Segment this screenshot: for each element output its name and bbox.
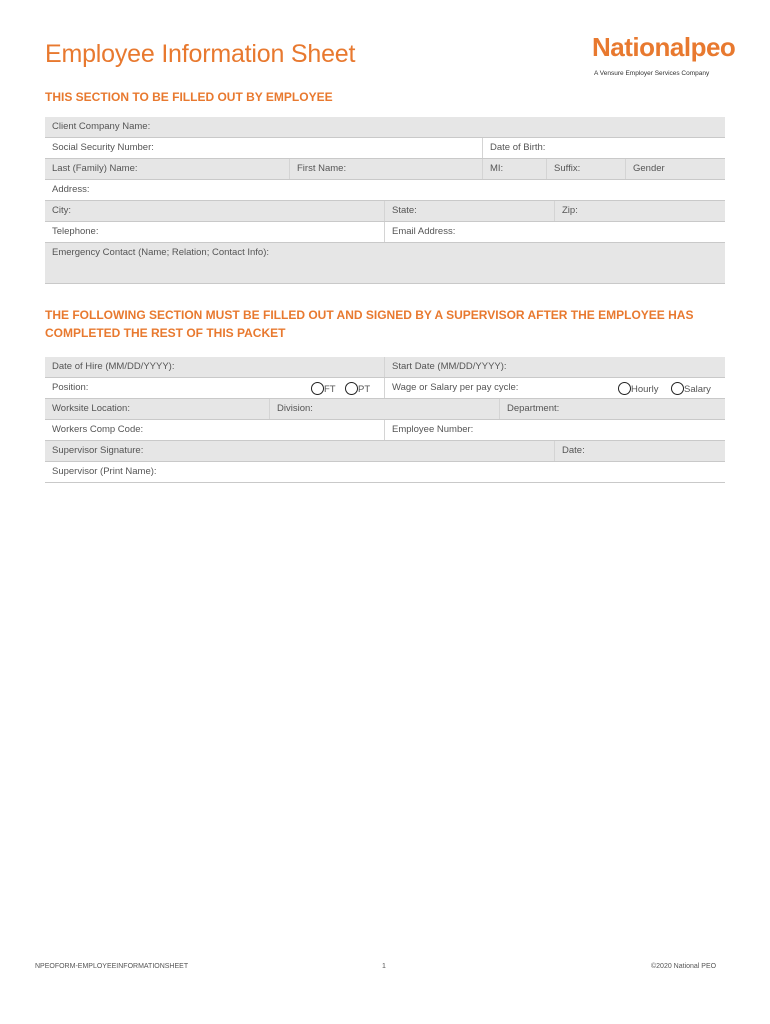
national-peo-logo [592,32,736,82]
ft-label: FT [324,384,336,395]
section2-heading-line1: THE FOLLOWING SECTION MUST BE FILLED OUT AND SIGNED BY A SUPERVISOR AFTER THE EMPLOYEE HAS [45,308,694,322]
footer-form-id: NPEOFORM-EMPLOYEEINFORMATIONSHEET [35,963,189,970]
hourly-option[interactable] [618,378,658,398]
supervisor-print-name-field[interactable]: Supervisor (Print Name): [52,466,157,477]
section2-heading [45,306,693,342]
department-field[interactable]: Department: [499,399,725,419]
start-date-field[interactable]: Start Date (MM/DD/YYYY): [384,357,725,377]
footer-copyright: ©2020 National PEO [651,963,717,970]
supervisor-signature-field[interactable]: Supervisor Signature: [52,445,144,456]
pt-option[interactable] [345,378,370,398]
form-row [45,357,725,378]
section1-heading: THIS SECTION TO BE FILLED OUT BY EMPLOYEE [45,90,333,104]
signature-date-field[interactable]: Date: [554,441,725,461]
form-row [45,462,725,483]
ft-option[interactable] [311,378,336,398]
form-row [45,243,725,284]
worksite-location-field[interactable]: Worksite Location: [52,403,130,414]
supervisor-form [45,357,725,483]
form-row [45,441,725,462]
city-field[interactable]: City: [52,205,71,216]
form-row [45,399,725,420]
emergency-contact-field[interactable]: Emergency Contact (Name; Relation; Contact Info): [52,247,270,258]
form-row [45,420,725,441]
form-row [45,180,725,201]
employee-number-field[interactable]: Employee Number: [384,420,725,440]
form-row [45,201,725,222]
date-of-hire-field[interactable]: Date of Hire (MM/DD/YYYY): [52,361,175,372]
ft-radio[interactable] [311,382,324,395]
form-row [45,159,725,180]
address-field[interactable]: Address: [52,184,90,195]
pt-radio[interactable] [345,382,358,395]
salary-label: Salary [684,384,711,395]
workers-comp-code-field[interactable]: Workers Comp Code: [52,424,144,435]
form-row [45,222,725,243]
client-company-name-field[interactable]: Client Company Name: [52,121,151,132]
logo-tagline: A Vensure Employer Services Company [594,70,710,77]
footer-page-number: 1 [382,963,386,970]
logo-wordmark [592,32,735,63]
position-field[interactable]: Position: [52,382,89,393]
dob-field[interactable]: Date of Birth: [482,138,725,158]
mi-field[interactable]: MI: [482,159,546,179]
telephone-field[interactable]: Telephone: [52,226,99,237]
hourly-label: Hourly [631,384,659,395]
zip-field[interactable]: Zip: [554,201,725,221]
salary-radio[interactable] [671,382,684,395]
first-name-field[interactable]: First Name: [289,159,482,179]
logo-word-peo: peo [690,32,736,62]
wage-field[interactable]: Wage or Salary per pay cycle: [384,378,725,398]
email-field[interactable]: Email Address: [384,222,725,242]
ssn-field[interactable]: Social Security Number: [52,142,154,153]
pt-label: PT [358,384,371,395]
last-name-field[interactable]: Last (Family) Name: [52,163,138,174]
hourly-radio[interactable] [618,382,631,395]
logo-word-national: National [592,32,691,62]
form-row [45,378,725,399]
state-field[interactable]: State: [384,201,554,221]
section2-heading-line2: COMPLETED THE REST OF THIS PACKET [45,326,286,340]
form-row [45,117,725,138]
employee-form [45,117,725,284]
form-row [45,138,725,159]
suffix-field[interactable]: Suffix: [546,159,625,179]
salary-option[interactable] [671,378,711,398]
gender-field[interactable]: Gender [625,159,725,179]
page-title: Employee Information Sheet [45,40,356,68]
division-field[interactable]: Division: [269,399,499,419]
